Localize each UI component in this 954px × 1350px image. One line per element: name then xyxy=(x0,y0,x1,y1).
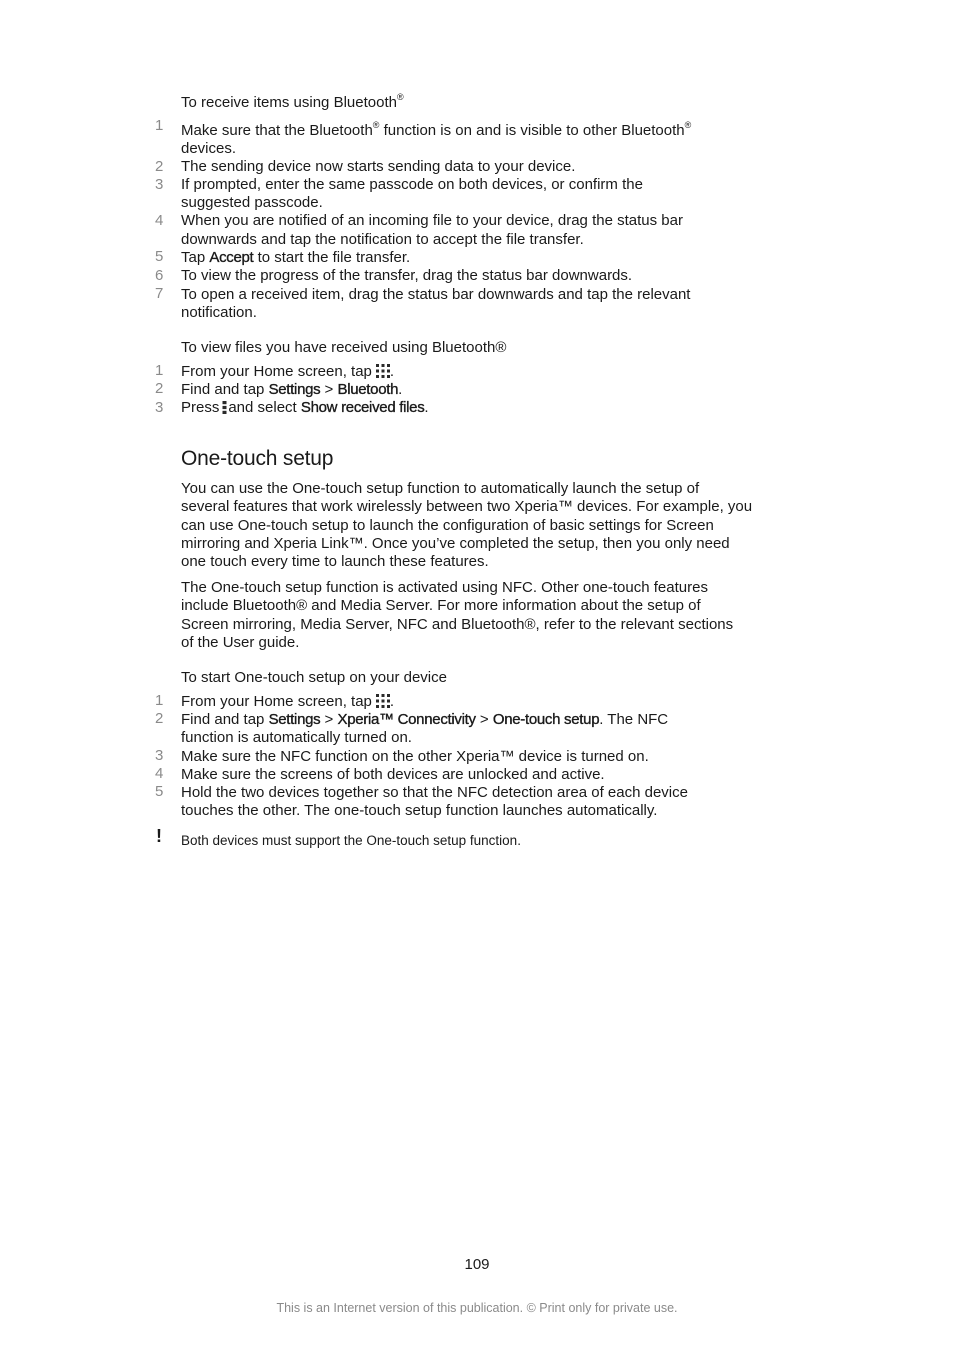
step-text: The sending device now starts sending data to your device. xyxy=(181,158,576,175)
step-number: 2 xyxy=(155,710,164,727)
step-text: When you are notified of an incoming file to your device, drag the status bar xyxy=(181,212,683,229)
procedure-title-view-files: To view files you have received using Bluetooth® xyxy=(181,339,507,356)
step-text: function is automatically turned on. xyxy=(181,729,412,746)
step-text: Make sure the NFC function on the other Xperia™ device is turned on. xyxy=(181,748,649,765)
procedure-title-start-one-touch: To start One-touch setup on your device xyxy=(181,669,447,686)
step-number: 5 xyxy=(155,783,164,800)
apps-grid-icon xyxy=(376,364,390,378)
ui-label-show-received-files: Show received files xyxy=(300,399,425,416)
step-number: 2 xyxy=(155,158,164,175)
step-text: downwards and tap the notification to accept the file transfer. xyxy=(181,231,584,248)
ui-label-accept: Accept xyxy=(209,249,254,266)
warning-icon: ! xyxy=(156,826,162,846)
step-number: 3 xyxy=(155,399,164,416)
step-number: 6 xyxy=(155,267,164,284)
step-text: To open a received item, drag the status bar downwards and tap the relevant xyxy=(181,286,691,303)
step-text: Make sure that the Bluetooth® function is on and is visible to other Bluetooth® xyxy=(181,120,692,139)
step-number: 4 xyxy=(155,212,164,229)
step-text: touches the other. The one-touch setup function launches automatically. xyxy=(181,802,658,819)
page-number: 109 xyxy=(464,1256,490,1273)
step-number: 7 xyxy=(155,285,164,302)
paragraph-line: several features that work wirelessly between two Xperia™ devices. For example, you xyxy=(181,498,753,515)
paragraph-line: one touch every time to launch these features. xyxy=(181,553,489,570)
overflow-menu-icon xyxy=(222,401,227,414)
step-text: notification. xyxy=(181,304,257,321)
step-number: 2 xyxy=(155,380,164,397)
step-text: devices. xyxy=(181,140,237,157)
paragraph-line: The One-touch setup function is activated using NFC. Other one-touch features xyxy=(181,579,708,596)
paragraph-line: mirroring and Xperia Link™. Once you’ve completed the setup, then you only need xyxy=(181,535,730,552)
step-text: Press and select Show received files. xyxy=(181,399,429,416)
step-number: 3 xyxy=(155,176,164,193)
step-text: From your Home screen, tap . xyxy=(181,693,395,710)
apps-grid-icon xyxy=(376,694,390,708)
step-text: From your Home screen, tap . xyxy=(181,363,395,380)
step-text: suggested passcode. xyxy=(181,194,323,211)
paragraph-line: can use One-touch setup to launch the configuration of basic settings for Screen xyxy=(181,517,714,534)
paragraph-line: of the User guide. xyxy=(181,634,300,651)
step-text: Find and tap Settings > Bluetooth. xyxy=(181,381,403,398)
ui-label-settings: Settings xyxy=(268,381,321,398)
step-number: 1 xyxy=(155,117,164,134)
step-text: Make sure the screens of both devices are unlocked and active. xyxy=(181,766,605,783)
ui-label-one-touch-setup: One-touch setup xyxy=(492,711,600,728)
ui-label-xperia-connectivity: Xperia™ Connectivity xyxy=(337,711,476,728)
step-text: Tap Accept to start the file transfer. xyxy=(181,249,411,266)
footer-notice: This is an Internet version of this publication. © Print only for private use. xyxy=(276,1301,678,1315)
step-number: 1 xyxy=(155,362,164,379)
section-heading: One-touch setup xyxy=(181,447,334,470)
step-number: 5 xyxy=(155,248,164,265)
ui-label-settings: Settings xyxy=(268,711,321,728)
step-text: If prompted, enter the same passcode on both devices, or confirm the xyxy=(181,176,643,193)
step-number: 3 xyxy=(155,747,164,764)
note-text: Both devices must support the One-touch setup function. xyxy=(181,833,521,848)
step-text: Find and tap Settings > Xperia™ Connectivity > One-touch setup. The NFC xyxy=(181,711,669,728)
step-text: To view the progress of the transfer, drag the status bar downwards. xyxy=(181,267,633,284)
step-number: 4 xyxy=(155,765,164,782)
ui-label-bluetooth: Bluetooth xyxy=(337,381,399,398)
paragraph-line: include Bluetooth® and Media Server. For more information about the setup of xyxy=(181,597,701,614)
paragraph-line: You can use the One-touch setup function to automatically launch the setup of xyxy=(181,480,700,497)
paragraph-line: Screen mirroring, Media Server, NFC and Bluetooth®, refer to the relevant sections xyxy=(181,616,734,633)
step-number: 1 xyxy=(155,692,164,709)
procedure-title-receive-bluetooth: To receive items using Bluetooth® xyxy=(181,92,404,111)
step-text: Hold the two devices together so that the NFC detection area of each device xyxy=(181,784,688,801)
